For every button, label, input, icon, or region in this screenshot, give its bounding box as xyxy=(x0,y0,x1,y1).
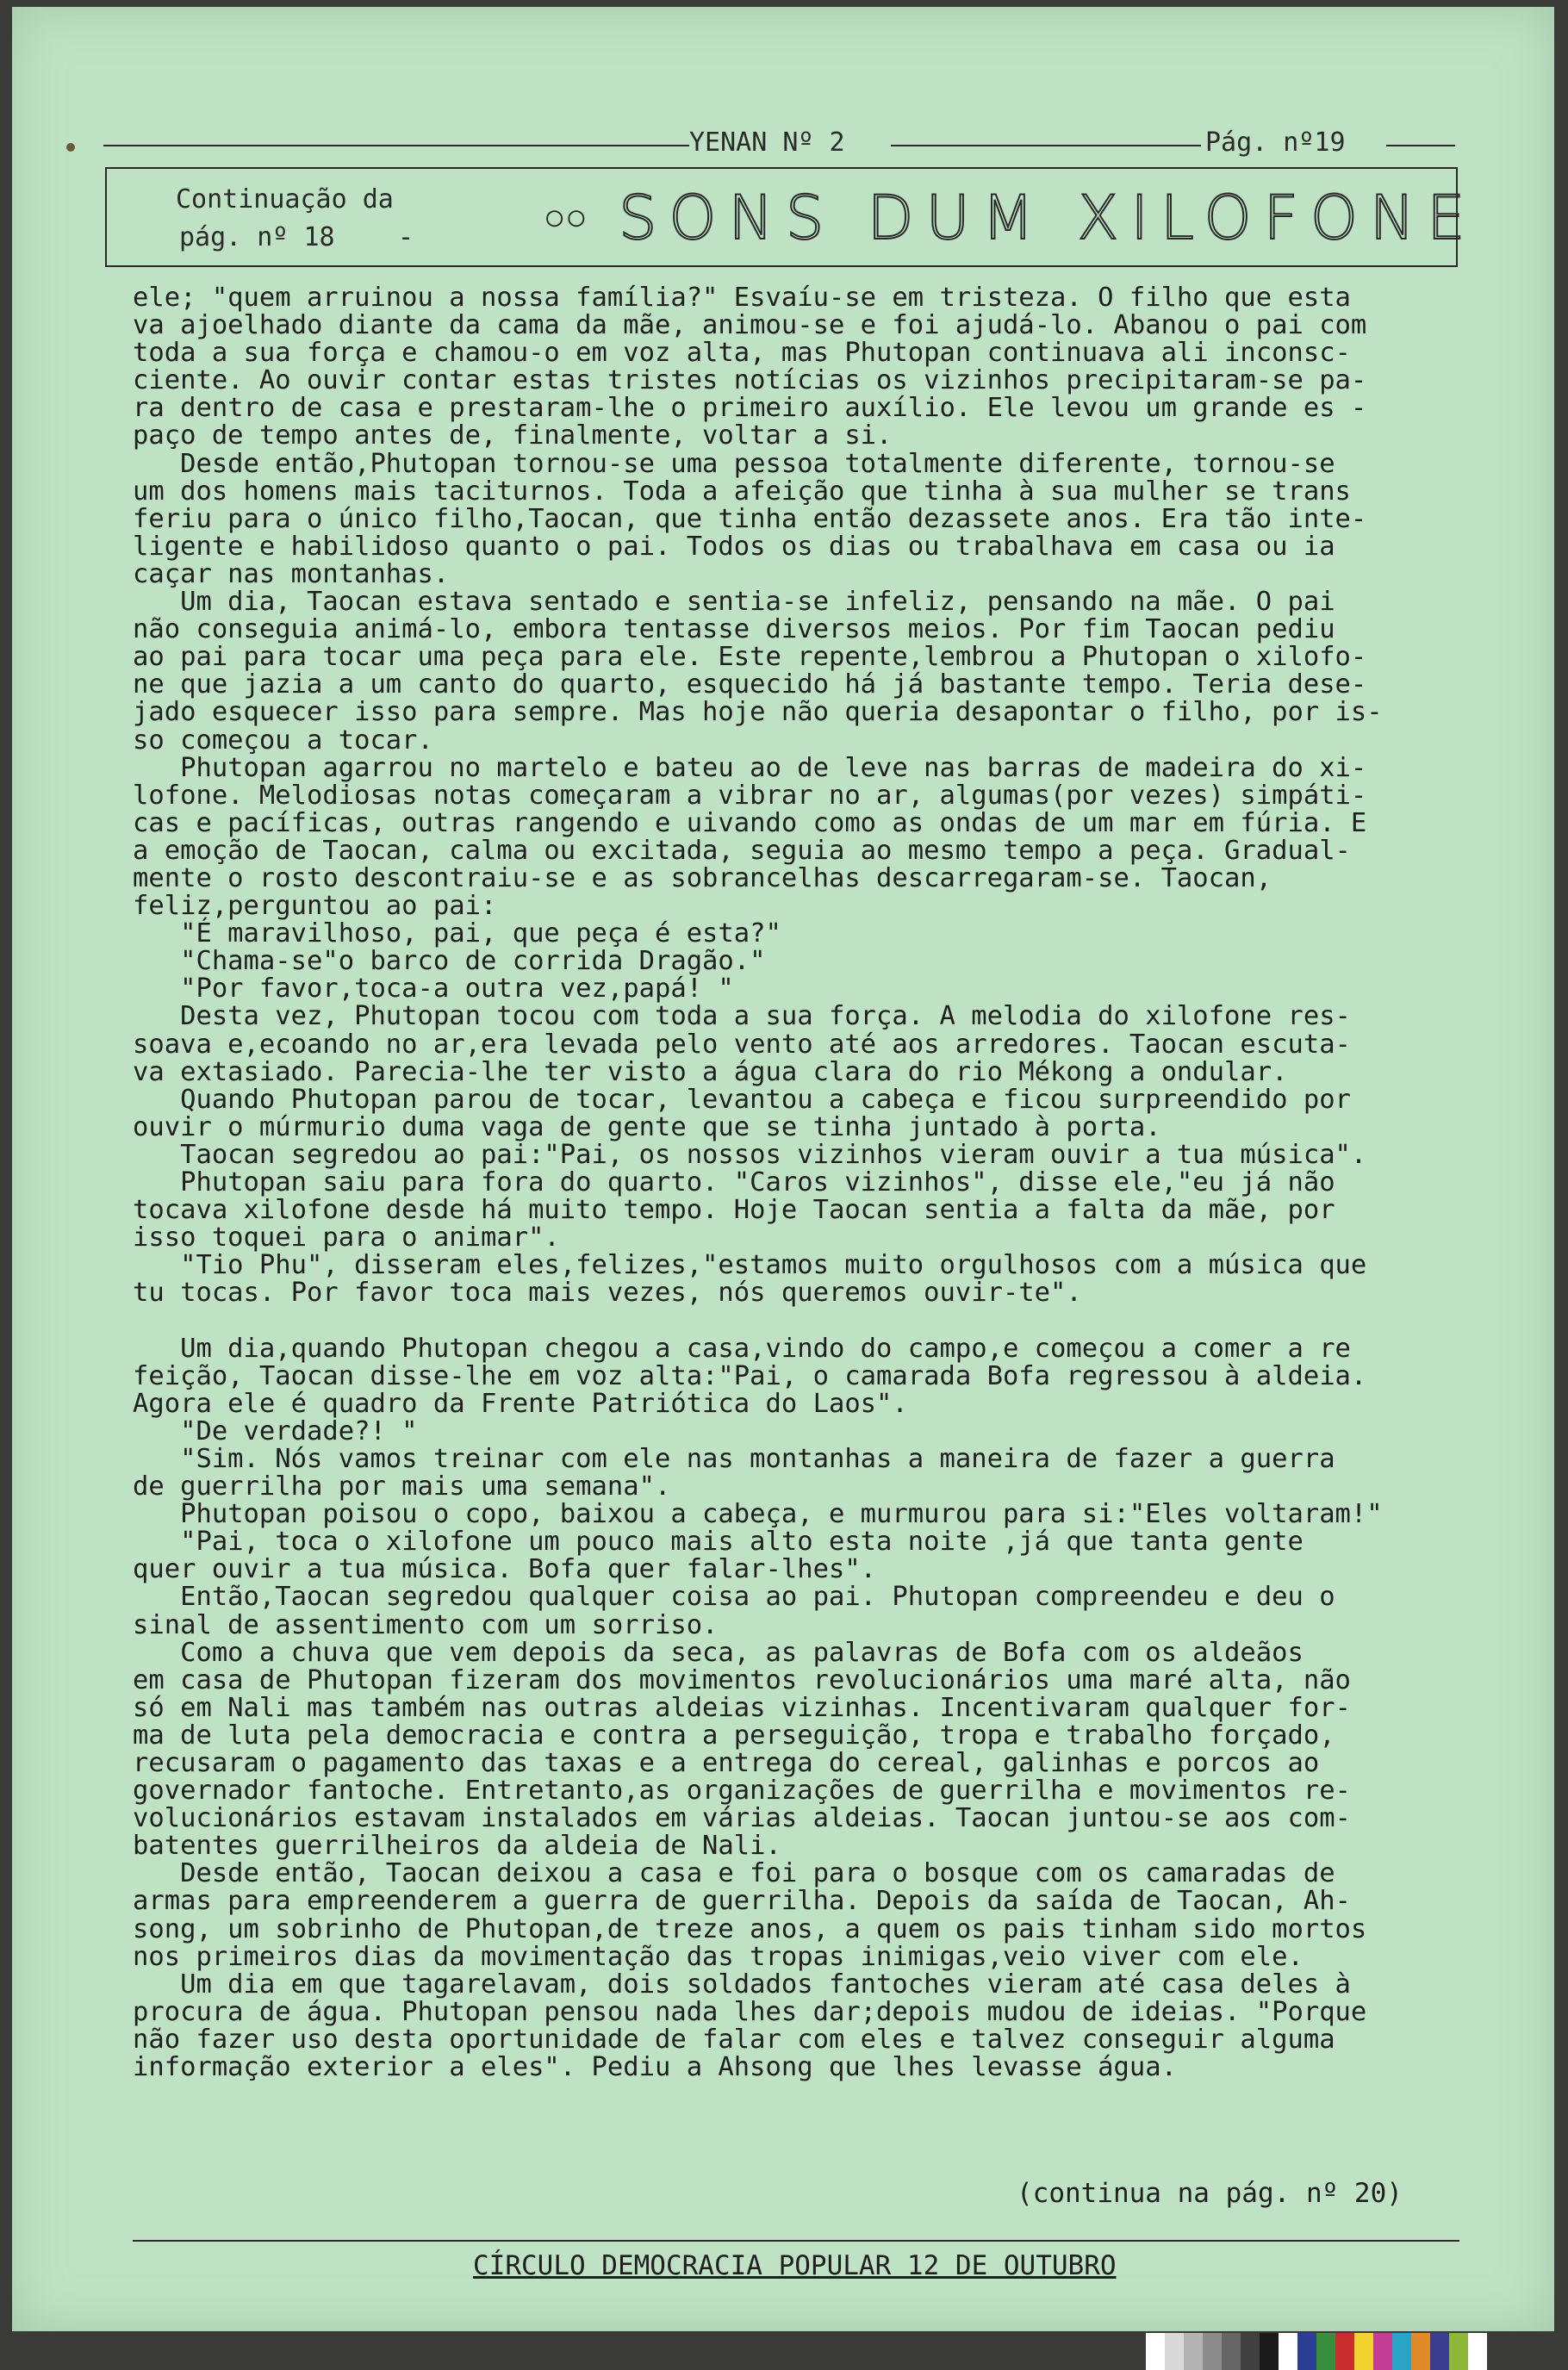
body-line: ele; "quem arruinou a nossa família?" Esvaíu-se em tristeza. O filho que esta xyxy=(133,283,1351,313)
header-rule-left xyxy=(103,145,689,146)
body-line: paço de tempo antes de, finalmente, voltar a si. xyxy=(133,420,893,451)
body-line: de guerrilha por mais uma semana". xyxy=(133,1471,671,1502)
body-line: toda a sua força e chamou-o em voz alta, mas Phutopan continuava ali inconsc- xyxy=(133,338,1351,369)
body-line: batentes guerrilheiros da aldeia de Nali. xyxy=(133,1831,781,1862)
body-line: a emoção de Taocan, calma ou excitada, seguia ao mesmo tempo a peça. Gradual- xyxy=(133,835,1351,866)
body-line: Phutopan agarrou no martelo e bateu ao de leve nas barras de madeira do xi- xyxy=(133,752,1367,783)
body-line: va ajoelhado diante da cama da mãe, animou-se e foi ajudá-lo. Abanou o pai com xyxy=(133,310,1367,341)
body-line: cas e pacíficas, outras rangendo e uivando como as ondas de um mar em fúria. E xyxy=(133,807,1367,838)
body-line: informação exterior a eles". Pediu a Ahsong que lhes levasse água. xyxy=(133,2052,1177,2082)
body-line: song, um sobrinho de Phutopan,de treze anos, a quem os pais tinham sido mortos xyxy=(133,1913,1367,1944)
body-line: Desde então, Taocan deixou a casa e foi para o bosque com os camaradas de xyxy=(133,1858,1335,1889)
body-line: feliz,perguntou ao pai: xyxy=(133,891,497,922)
body-line: tu tocas. Por favor toca mais vezes, nós queremos ouvir-te". xyxy=(133,1278,1082,1309)
body-line: ciente. Ao ouvir contar estas tristes notícias os vizinhos precipitaram-se pa- xyxy=(133,365,1367,396)
body-line: não conseguia animá-lo, embora tentasse diversos meios. Por fim Taocan pediu xyxy=(133,614,1335,645)
body-line: so começou a tocar. xyxy=(133,725,433,756)
continuation-from-line2: pág. nº 18 xyxy=(179,222,335,252)
footer-organization: CÍRCULO DEMOCRACIA POPULAR 12 DE OUTUBRO xyxy=(473,2250,1117,2281)
body-line: volucionários estavam instalados em várias aldeias. Taocan juntou-se aos com- xyxy=(133,1803,1351,1834)
body-line: ma de luta pela democracia e contra a perseguição, tropa e trabalho forçado, xyxy=(133,1720,1335,1751)
body-line: nos primeiros dias da movimentação das tropas inimigas,veio viver com ele. xyxy=(133,1941,1304,1972)
continuation-dash: - xyxy=(398,222,414,252)
body-line: Como a chuva que vem depois da seca, as palavras de Bofa com os aldeãos xyxy=(133,1637,1304,1668)
body-line: Taocan segredou ao pai:"Pai, os nossos vizinhos vieram ouvir a tua música". xyxy=(133,1139,1367,1170)
ornament-circles: ○○ xyxy=(546,200,590,233)
body-line: feição, Taocan disse-lhe em voz alta:"Pai, o camarada Bofa regressou à aldeia. xyxy=(133,1360,1367,1391)
body-line: "De verdade?! " xyxy=(133,1415,418,1446)
body-line: Phutopan poisou o copo, baixou a cabeça, e murmurou para si:"Eles voltaram!" xyxy=(133,1499,1383,1530)
body-line: em casa de Phutopan fizeram dos movimentos revolucionários uma maré alta, não xyxy=(133,1664,1351,1695)
footer-rule xyxy=(133,2240,1459,2242)
body-line: caçar nas montanhas. xyxy=(133,558,450,589)
continuation-next: (continua na pág. nº 20) xyxy=(1017,2178,1403,2209)
body-line: ao pai para tocar uma peça para ele. Este repente,lembrou a Phutopan o xilofo- xyxy=(133,642,1367,673)
body-line: soava e,ecoando no ar,era levada pelo vento até aos arredores. Taocan escuta- xyxy=(133,1029,1351,1060)
body-line: "Pai, toca o xilofone um pouco mais alto esta noite ,já que tanta gente xyxy=(133,1527,1304,1558)
body-line: Um dia, Taocan estava sentado e sentia-se infeliz, pensando na mãe. O pai xyxy=(133,587,1335,618)
header-rule-middle xyxy=(891,145,1201,146)
document-page xyxy=(12,7,1554,2331)
body-line: só em Nali mas também nas outras aldeias vizinhas. Incentivaram qualquer for- xyxy=(133,1692,1351,1723)
body-line: tocava xilofone desde há muito tempo. Hoje Taocan sentia a falta da mãe, por xyxy=(133,1195,1335,1226)
article-title: SONS DUM XILOFONE xyxy=(619,183,1478,253)
body-line: quer ouvir a tua música. Bofa quer falar-lhes". xyxy=(133,1554,877,1585)
body-line: procura de água. Phutopan pensou nada lhes dar;depois mudou de ideias. "Porque xyxy=(133,1996,1367,2027)
body-line: Um dia em que tagarelavam, dois soldados fantoches vieram até casa deles à xyxy=(133,1969,1351,2000)
body-line: lofone. Melodiosas notas começaram a vibrar no ar, algumas(por vezes) simpáti- xyxy=(133,780,1367,811)
body-line: "É maravilhoso, pai, que peça é esta?" xyxy=(133,918,781,949)
body-line: "Tio Phu", disseram eles,felizes,"estamos muito orgulhosos com a música que xyxy=(133,1250,1367,1281)
scan-color-bar xyxy=(1146,2333,1487,2370)
body-line: "Chama-se"o barco de corrida Dragão." xyxy=(133,946,766,977)
body-line: não fazer uso desta oportunidade de falar com eles e talvez conseguir alguma xyxy=(133,2024,1335,2055)
body-line: Desde então,Phutopan tornou-se uma pessoa totalmente diferente, tornou-se xyxy=(133,448,1335,479)
body-line: isso toquei para o animar". xyxy=(133,1222,560,1253)
body-line: va extasiado. Parecia-lhe ter visto a água clara do rio Mékong a ondular. xyxy=(133,1056,1288,1087)
title-box xyxy=(105,167,1478,267)
body-line: feriu para o único filho,Taocan, que tinha então dezassete anos. Era tão inte- xyxy=(133,503,1367,534)
body-line: sinal de assentimento com um sorriso. xyxy=(133,1609,719,1640)
publication-name: YENAN Nº 2 xyxy=(689,128,845,158)
continuation-from-line1: Continuação da xyxy=(176,184,394,215)
body-line: ligente e habilidoso quanto o pai. Todos os dias ou trabalhava em casa ou ia xyxy=(133,531,1335,562)
body-line: armas para empreenderem a guerra de guerrilha. Depois da saída de Taocan, Ah- xyxy=(133,1886,1351,1917)
body-line: um dos homens mais taciturnos. Toda a afeição que tinha à sua mulher se trans xyxy=(133,476,1351,507)
body-line: "Por favor,toca-a outra vez,papá! " xyxy=(133,974,734,1005)
body-line: Phutopan saiu para fora do quarto. "Caros vizinhos", disse ele,"eu já não xyxy=(133,1167,1335,1197)
body-line: jado esquecer isso para sempre. Mas hoje não queria desapontar o filho, por is- xyxy=(133,697,1383,728)
body-line: recusaram o pagamento das taxas e a entrega do cereal, galinhas e porcos ao xyxy=(133,1747,1320,1778)
body-line: mente o rosto descontraiu-se e as sobrancelhas descarregaram-se. Taocan, xyxy=(133,862,1272,893)
article-body xyxy=(133,284,1477,2081)
body-line: ouvir o múrmurio duma vaga de gente que se tinha juntado à porta. xyxy=(133,1111,1161,1142)
body-line: Então,Taocan segredou qualquer coisa ao pai. Phutopan compreendeu e deu o xyxy=(133,1582,1335,1613)
body-line: ra dentro de casa e prestaram-lhe o primeiro auxílio. Ele levou um grande es - xyxy=(133,393,1367,424)
body-line: "Sim. Nós vamos treinar com ele nas montanhas a maneira de fazer a guerra xyxy=(133,1443,1335,1474)
body-line xyxy=(133,1307,1477,1334)
body-line: Agora ele é quadro da Frente Patriótica do Laos". xyxy=(133,1388,908,1419)
body-line: Quando Phutopan parou de tocar, levantou a cabeça e ficou surpreendido por xyxy=(133,1084,1351,1115)
header-rule-right xyxy=(1386,145,1455,146)
page-number: Pág. nº19 xyxy=(1205,128,1346,158)
body-line: ne que jazia a um canto do quarto, esquecido há já bastante tempo. Teria dese- xyxy=(133,669,1367,700)
body-line: Um dia,quando Phutopan chegou a casa,vindo do campo,e começou a comer a re xyxy=(133,1333,1351,1364)
punch-hole xyxy=(66,143,75,152)
body-line: governador fantoche. Entretanto,as organizações de guerrilha e movimentos re- xyxy=(133,1776,1351,1807)
body-line: Desta vez, Phutopan tocou com toda a sua força. A melodia do xilofone res- xyxy=(133,1001,1351,1032)
